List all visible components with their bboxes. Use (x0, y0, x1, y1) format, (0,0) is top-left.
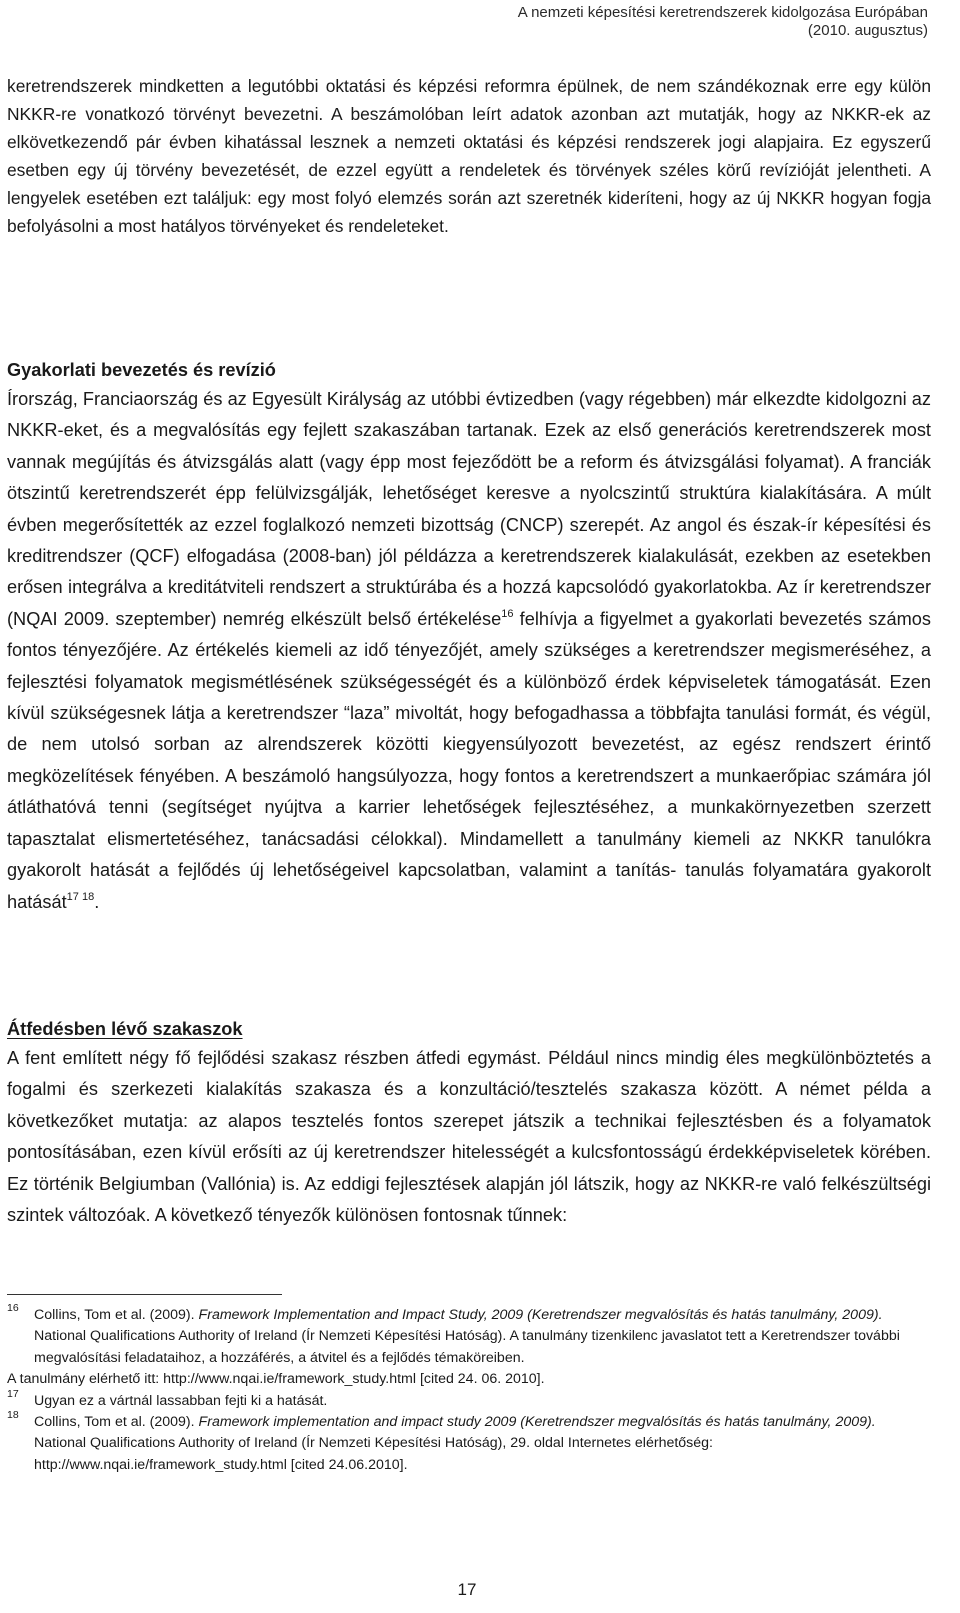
footnote-text: Collins, Tom et al. (2009). (34, 1414, 199, 1431)
page-number: 17 (457, 1580, 477, 1599)
intro-paragraph: keretrendszerek mindketten a legutóbbi oktatási és képzési reformra épülnek, de nem szándékoznak erre egy külön NKKR-re vonatkozó törvényt bevezetni. A beszámolóban leírt adatok azonban azt mutatják, hogy az NKKR-ek az elkövetkezendő pár évben kihatással lesznek a nemzeti oktatási és képzési rendszerek jogi alapjaira. Ez egyszerű esetben egy új törvény bevezetését, de ezzel együtt a rendeletek és törvények széles körű revízióját jelentheti. A lengyelek esetében ezt találjuk: egy most folyó elemzés során azt szeretnék kideríteni, hogy az új NKKR hogyan fogja befolyásolni a most hatályos törvényeket és rendeleteket. (7, 76, 931, 237)
footnote-17 (7, 1387, 931, 1412)
footnote-ref-16[interactable]: 16 (501, 607, 514, 620)
header-title: A nemzeti képesítési keretrendszerek kidolgozása Európában (517, 4, 928, 21)
footnote-18 (7, 1409, 931, 1476)
footnote-text: Collins, Tom et al. (2009). (34, 1307, 199, 1323)
running-header (518, 4, 928, 40)
footnote-title: Framework implementation and impact study 2009 (Keretrendszer megvalósítás és hatás tanulmány, 2009). (198, 1414, 876, 1431)
footnote-ref-17-18[interactable]: 17 18 (66, 890, 95, 903)
paragraph-text: Írország, Franciaország és az Egyesült Királyság az utóbbi évtizedben (vagy régebben) már elkezdte kidolgozni az NKKR-eket, és a megvalósítás egy fejlett szakaszában tartanak. Ezek az első generációs keretrendszerek most vannak megújítás és átvizsgálás alatt (vagy épp most fejeződött be a reform és átvizsgálási folyamat). A franciák ötszintű keretrendszerét épp felülvizsgálják, lehetőséget keresve a nyolcszintű struktúra kialakítására. A múlt évben megerősítették az ezzel foglalkozó nemzeti bizottság (CNCP) szerepét. Az angol és észak-ír képesítési és kreditrendszer (QCF) elfogadása (2008-ban) jól példázza a keretrendszerek kialakulását, ezekben az esetekben erősen integrálva a kreditátviteli rendszert a struktúrába és a hozzá kapcsolódó gyakorlatokba. Az ír keretrendszer (NQAI 2009. szeptember) nemrég elkészült belső értékelése (7, 389, 931, 629)
footnote-number: 17 (7, 1387, 19, 1400)
footnote-number: 18 (7, 1409, 19, 1422)
footnote-number: 16 (7, 1302, 19, 1314)
footnote-text: Ugyan ez a vártnál lassabban fejti ki a hatását. (34, 1392, 328, 1409)
section-heading-implementation: Gyakorlati bevezetés és revízió (7, 360, 276, 380)
footnote-16 (7, 1302, 931, 1369)
footnote-separator (7, 1294, 282, 1295)
paragraph-text: . (94, 891, 100, 912)
section-paragraph-overlap: A fent említett négy fő fejlődési szakasz részben átfedi egymást. Például nincs mindig éles megkülönböztetés a fogalmi és szerkezeti kialakítás szakasza és a konzultáció/tesztelés szakasza között. A német példa a következőket mutatja: az alapos tesztelés fontos szerepet játszik a technikai fejlesztésben és a folyamatok pontosításában, ezen kívül erősíti az új keretrendszer hitelességét a kulcsfontosságú érdekképviseletek körében. Ez történik Belgiumban (Vallónia) is. Az eddigi fejlesztések alapján jól látszik, hogy az NKKR-re való felkészültségi szintek változóak. A következő tényezők különösen fontosnak tűnnek: (7, 1048, 931, 1226)
footnote-title: Framework Implementation and Impact Study, 2009 (Keretrendszer megvalósítás és hatás tanulmány, 2009). (198, 1307, 883, 1323)
section-paragraph-implementation (7, 384, 931, 918)
footnote-text: National Qualifications Authority of Ireland (Ír Nemzeti Képesítési Hatóság). A tanulmány tizenkilenc javaslatot tett a Keretrendszer további megvalósítási feladataihoz, a hozzáférés, a átvitel és a fejlődés témaköreiben. (34, 1328, 900, 1366)
paragraph-text: felhívja a figyelmet a gyakorlati bevezetés számos fontos tényezőjére. Az értékelés kiemeli az idő tényezőjét, amely szükséges a keretrendszer megismeréséhez, a fejlesztési folyamatok megismétlésének szükségességét és a különböző érdek képviseletek támogatását. Ezen kívül szükségesnek látja a keretrendszer “laza” mivoltát, hogy befogadhassa a többfajta tanulási formát, és végül, de nem utolsó sorban az alrendszerek közötti kiegyensúlyozott bevezetést, az egész rendszert érintő megközelítések fényében. A beszámoló hangsúlyozza, hogy fontos a keretrendszert a munkaerőpiac számára jól átláthatóvá tenni (segítséget nyújtva a karrier lehetőségek fejlesztéséhez, a munkakörnyezetben szerzett tapasztalat elismertetéséhez, tanácsadási célokkal). Mindamellett a tanulmány kiemeli az NKKR tanulókra gyakorolt hatását a fejlődés új lehetőségeivel kapcsolatban, valamint a tanítás- tanulás folyamatára gyakorolt hatását (7, 608, 931, 912)
footnote-16-url: A tanulmány elérhető itt: http://www.nqai.ie/framework_study.html [cited 24. 06. 2010]. (7, 1371, 545, 1388)
section-heading-overlap: Átfedésben lévő szakaszok (7, 1019, 243, 1039)
footnotes (7, 1302, 931, 1476)
header-date: (2010. augusztus) (807, 22, 928, 39)
footnote-text: National Qualifications Authority of Ireland (Ír Nemzeti Képesítési Hatóság), 29. oldal Internetes elérhetőség: http://www.nqai.ie/framework_study.html [cited 24.06.2010]. (34, 1435, 713, 1473)
